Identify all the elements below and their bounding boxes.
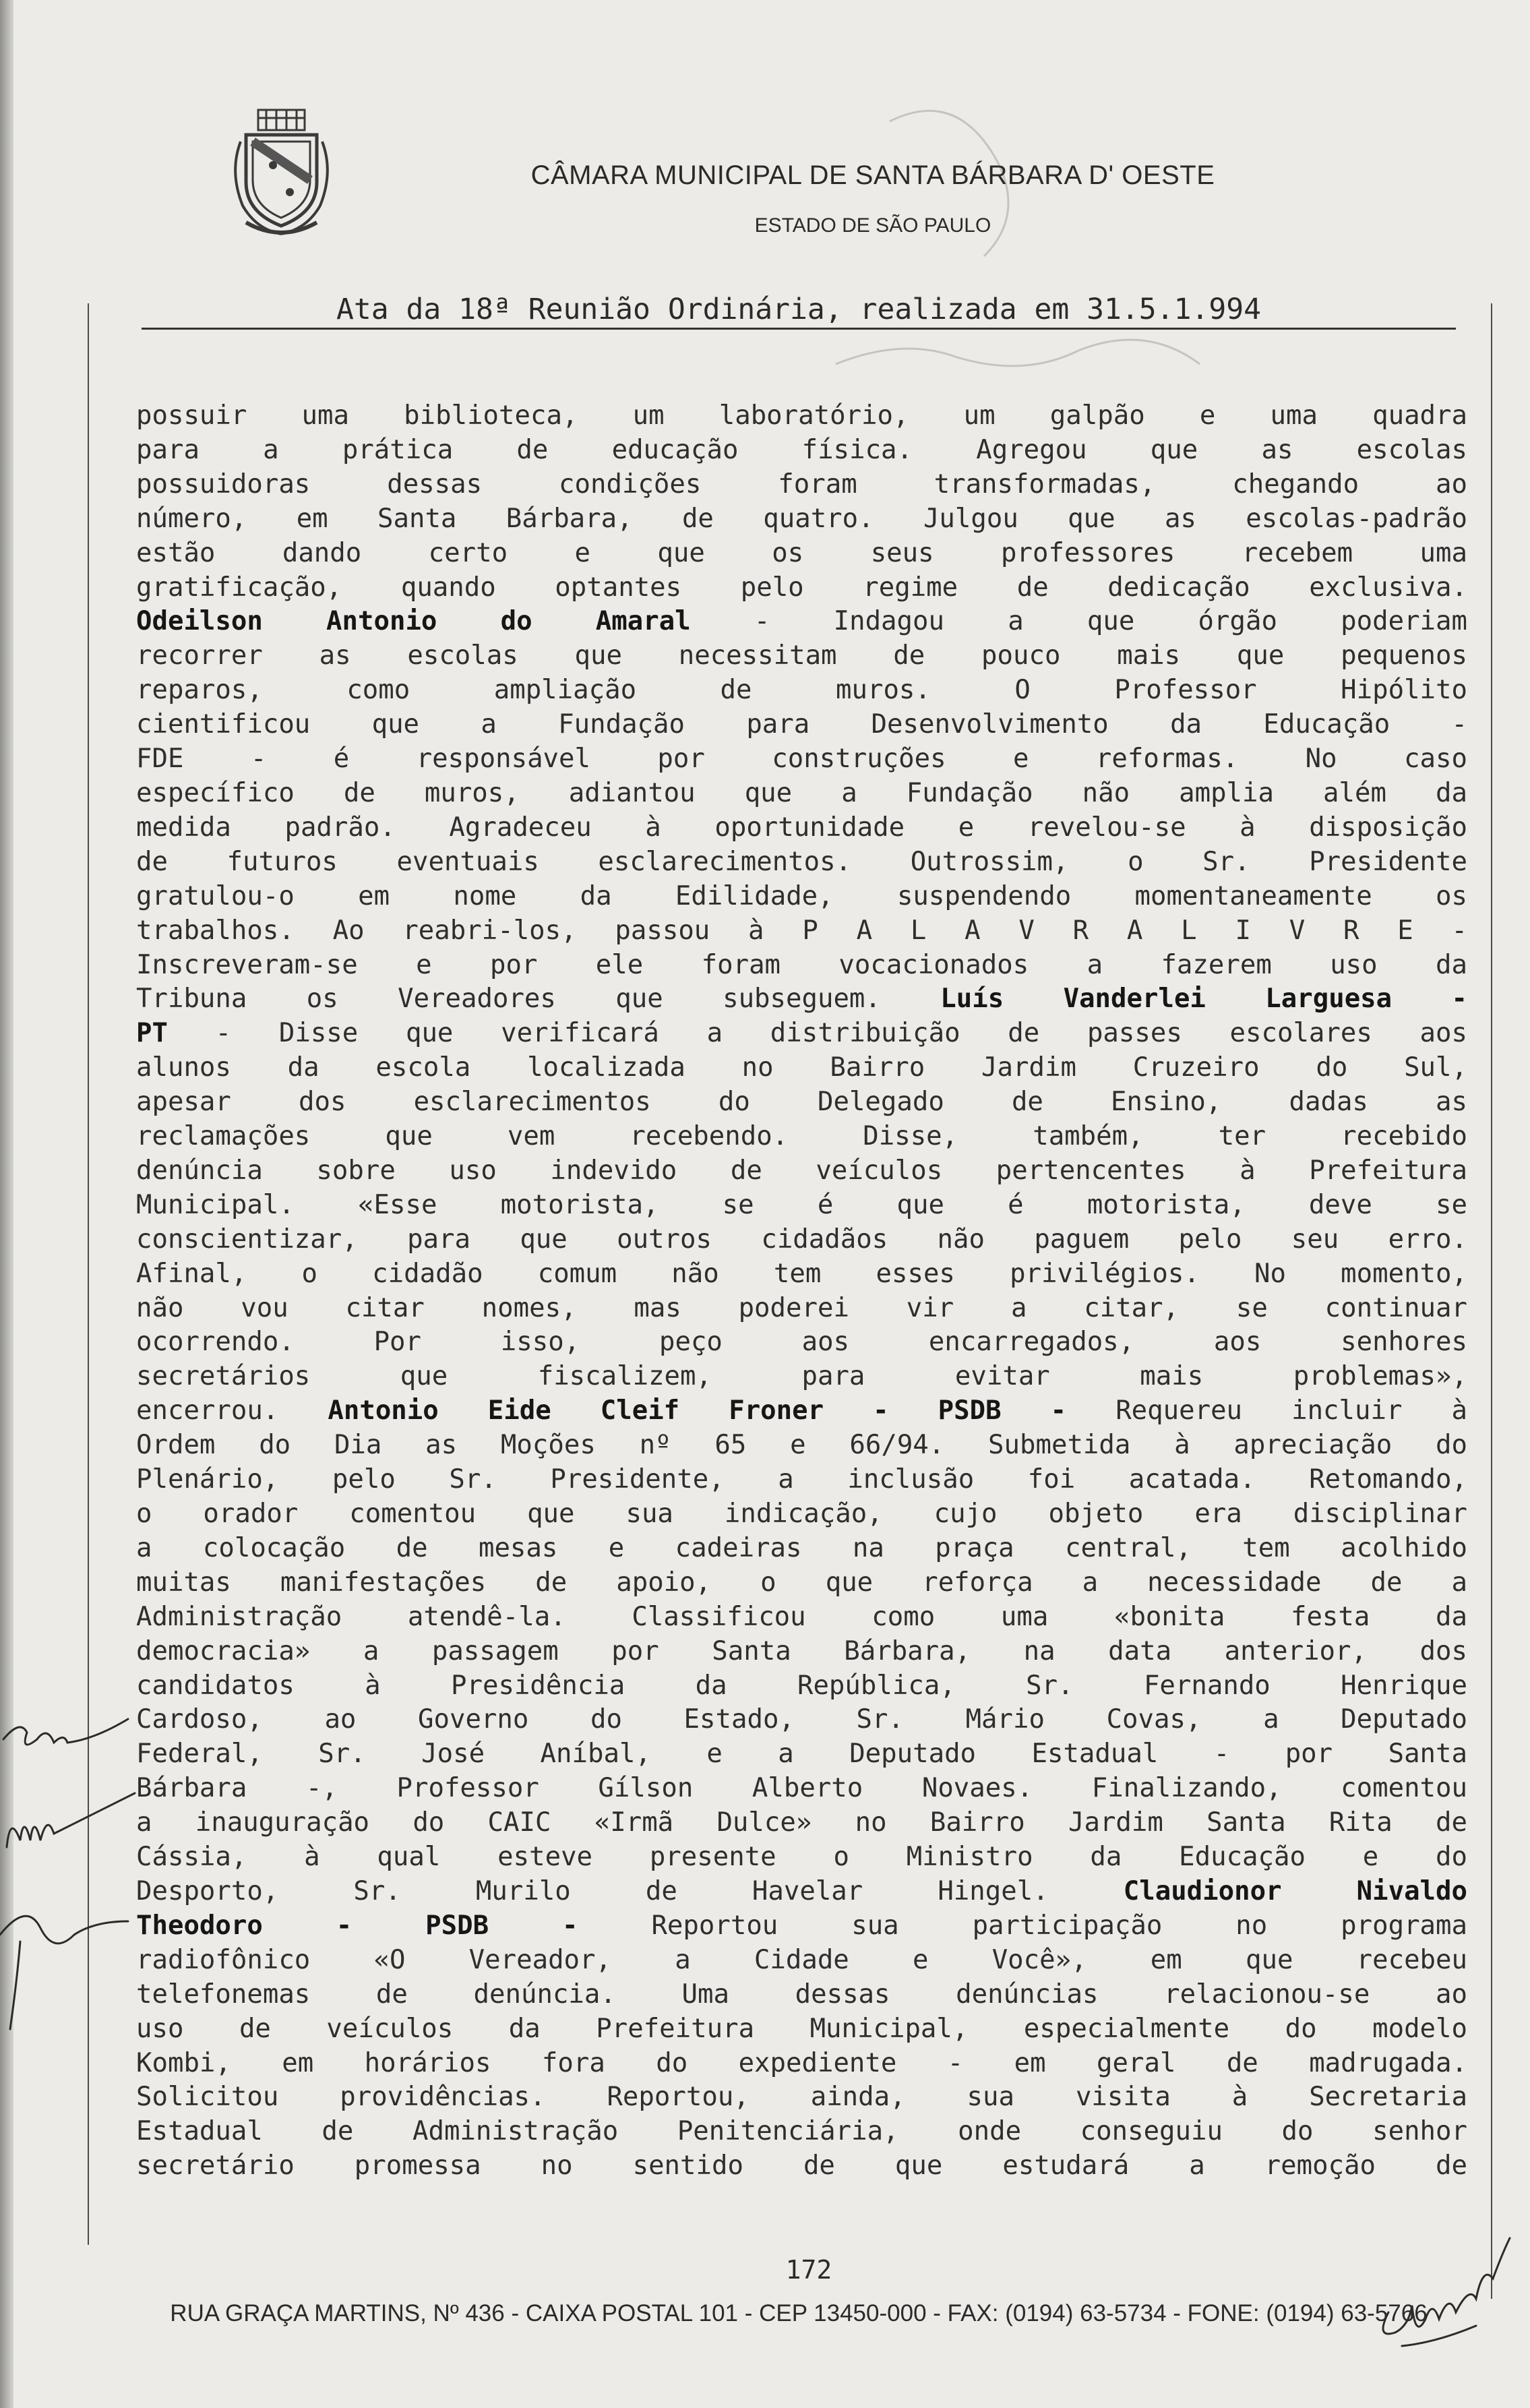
body-line [136, 1600, 1467, 1635]
body-line [136, 1360, 1467, 1394]
page-number: 172 [785, 2255, 832, 2285]
body-text-segment: Solicitou providências. Reportou, ainda, sua visita à Secretaria [136, 2082, 1467, 2113]
body-line [136, 2115, 1467, 2149]
left-margin-line [88, 303, 89, 2245]
body-text-segment: secretário promessa no sentido de que estudará a remoção de [136, 2150, 1467, 2181]
body-line [136, 605, 1467, 639]
body-text-segment: cientificou que a Fundação para Desenvolvimento da Educação - [136, 709, 1467, 740]
body-text-segment: gratificação, quando optantes pelo regime de dedicação exclusiva. [136, 572, 1467, 603]
body-line [136, 949, 1467, 983]
body-text-segment: candidatos à Presidência da República, Sr. Fernando Henrique [136, 1670, 1467, 1701]
body-line [136, 1532, 1467, 1566]
body-line [136, 639, 1467, 673]
body-text-segment: alunos da escola localizada no Bairro Jardim Cruzeiro do Sul, [136, 1052, 1467, 1083]
body-line [136, 399, 1467, 433]
body-text-segment: trabalhos. Ao reabri-los, passou à P A L A V R A L I V R E - [136, 915, 1467, 946]
body-line [136, 1806, 1467, 1840]
scan-edge-shadow [0, 0, 13, 2408]
body-text-segment: uso de veículos da Prefeitura Municipal, especialmente do modelo [136, 2013, 1467, 2044]
body-line [136, 1840, 1467, 1875]
body-line [136, 880, 1467, 914]
body-text-segment: gratulou-o em nome da Edilidade, suspendendo momentaneamente os [136, 880, 1467, 911]
body-line [136, 1394, 1467, 1428]
municipal-crest-icon [226, 104, 337, 239]
body-line [136, 1669, 1467, 1704]
body-text-segment: recorrer as escolas que necessitam de pouco mais que pequenos [136, 640, 1467, 671]
body-line [136, 1566, 1467, 1600]
body-line [136, 1085, 1467, 1120]
body-text-segment: radiofônico «O Vereador, a Cidade e Você», em que recebeu [136, 1944, 1467, 1975]
speaker-name: Claudionor Nivaldo [1123, 1875, 1467, 1906]
handwritten-initials [1375, 2225, 1523, 2359]
body-line [136, 1325, 1467, 1360]
body-line [136, 1737, 1467, 1772]
body-line [136, 982, 1467, 1017]
body-text-segment: Ordem do Dia as Moções nº 65 e 66/94. Submetida à apreciação do [136, 1430, 1467, 1461]
body-text-segment: Bárbara -, Professor Gílson Alberto Novaes. Finalizando, comentou [136, 1773, 1467, 1804]
body-line [136, 1875, 1467, 1909]
body-text-segment: para a prática de educação física. Agregou que as escolas [136, 434, 1467, 465]
body-text-segment: conscientizar, para que outros cidadãos não paguem pelo seu erro. [136, 1224, 1467, 1255]
institution-name: CÂMARA MUNICIPAL DE SANTA BÁRBARA D' OESTE [530, 160, 1215, 190]
speaker-name: Theodoro - PSDB - [136, 1910, 578, 1941]
body-line [136, 1909, 1467, 1944]
right-margin-line [1491, 303, 1492, 2299]
body-text-segment: Kombi, em horários fora do expediente - em geral de madrugada. [136, 2047, 1467, 2078]
body-line [136, 1051, 1467, 1085]
body-line [136, 1772, 1467, 1806]
body-text-segment: Reportou sua participação no programa [578, 1910, 1467, 1941]
body-text-segment: possuidoras dessas condições foram transformadas, chegando ao [136, 469, 1467, 500]
speaker-name: Antonio Eide Cleif Froner - PSDB - [328, 1395, 1067, 1426]
body-text-segment: ocorrendo. Por isso, peço aos encarregados, aos senhores [136, 1327, 1467, 1358]
body-text-segment: - Indagou a que órgão poderiam [690, 606, 1467, 637]
body-line [136, 2047, 1467, 2081]
faint-bleedthrough-signature [822, 81, 1294, 418]
body-line [136, 1703, 1467, 1737]
body-line [136, 2149, 1467, 2184]
body-text-segment: Cássia, à qual esteve presente o Ministro da Educação e do [136, 1842, 1467, 1873]
state-name: ESTADO DE SÃO PAULO [754, 214, 991, 237]
body-text-segment: número, em Santa Bárbara, de quatro. Julgou que as escolas-padrão [136, 503, 1467, 534]
body-text-segment: reparos, como ampliação de muros. O Professor Hipólito [136, 675, 1467, 706]
body-text-segment: Afinal, o cidadão comum não tem esses privilégios. No momento, [136, 1258, 1467, 1289]
body-text-segment: - Disse que verificará a distribuição de passes escolares aos [167, 1018, 1467, 1049]
body-text-segment: encerrou. [136, 1395, 328, 1426]
body-text-segment: a inauguração do CAIC «Irmã Dulce» no Bairro Jardim Santa Rita de [136, 1807, 1467, 1838]
body-line [136, 1120, 1467, 1154]
body-text-segment: reclamações que vem recebendo. Disse, também, ter recebido [136, 1121, 1467, 1152]
body-line [136, 571, 1467, 605]
body-line [136, 1497, 1467, 1532]
body-text-segment: estão dando certo e que os seus professores recebem uma [136, 537, 1467, 568]
body-line [136, 1978, 1467, 2012]
body-line [136, 914, 1467, 949]
footer-address: RUA GRAÇA MARTINS, Nº 436 - CAIXA POSTAL 101 - CEP 13450-000 - FAX: (0194) 63-5734 - FONE: (0194) 63-5766 [170, 2300, 1428, 2326]
speaker-name: PT [136, 1018, 168, 1049]
body-line [136, 1017, 1467, 1051]
body-line [136, 811, 1467, 845]
body-line [136, 1223, 1467, 1257]
body-text-segment: medida padrão. Agradeceu à oportunidade e revelou-se à disposição [136, 812, 1467, 843]
body-line [136, 1428, 1467, 1463]
speaker-name: Odeilson Antonio do Amaral [136, 606, 691, 637]
body-line [136, 1944, 1467, 1978]
body-text-segment: Tribuna os Vereadores que subseguem. [136, 984, 941, 1015]
body-line [136, 2012, 1467, 2047]
body-text-segment: telefonemas de denúncia. Uma dessas denúncias relacionou-se ao [136, 1979, 1467, 2010]
body-text-segment: denúncia sobre uso indevido de veículos pertencentes à Prefeitura [136, 1155, 1467, 1186]
body-line [136, 708, 1467, 742]
body-text-segment: FDE - é responsável por construções e reformas. No caso [136, 744, 1467, 775]
minutes-body [136, 399, 1467, 2184]
body-text-segment: Administração atendê-la. Classificou como uma «bonita festa da [136, 1601, 1467, 1632]
body-line [136, 777, 1467, 811]
body-line [136, 502, 1467, 537]
body-text-segment: Plenário, pelo Sr. Presidente, a inclusão foi acatada. Retomando, [136, 1464, 1467, 1495]
body-line [136, 1463, 1467, 1497]
body-line [136, 845, 1467, 880]
body-text-segment: possuir uma biblioteca, um laboratório, um galpão e uma quadra [136, 400, 1467, 431]
body-line [136, 1292, 1467, 1326]
body-text-segment: o orador comentou que sua indicação, cujo objeto era disciplinar [136, 1499, 1467, 1529]
body-line [136, 2080, 1467, 2115]
body-text-segment: Federal, Sr. José Aníbal, e a Deputado Estadual - por Santa [136, 1739, 1467, 1770]
speaker-name: Luís Vanderlei Larguesa - [940, 984, 1467, 1015]
body-text-segment: Requereu incluir à [1066, 1395, 1467, 1426]
document-title: Ata da 18ª Reunião Ordinária, realizada em 31.5.1.994 [142, 293, 1456, 330]
body-line [136, 673, 1467, 708]
body-line [136, 1635, 1467, 1669]
body-text-segment: muitas manifestações de apoio, o que reforça a necessidade de a [136, 1567, 1467, 1598]
body-line [136, 742, 1467, 777]
body-line [136, 1188, 1467, 1223]
body-line [136, 433, 1467, 468]
body-text-segment: Municipal. «Esse motorista, se é que é motorista, deve se [136, 1189, 1467, 1220]
body-text-segment: democracia» a passagem por Santa Bárbara, na data anterior, dos [136, 1635, 1467, 1666]
body-line [136, 1154, 1467, 1188]
body-text-segment: secretários que fiscalizem, para evitar mais problemas», [136, 1361, 1467, 1392]
body-text-segment: a colocação de mesas e cadeiras na praça central, tem acolhido [136, 1532, 1467, 1563]
body-text-segment: Cardoso, ao Governo do Estado, Sr. Mário Covas, a Deputado [136, 1704, 1467, 1735]
body-text-segment: apesar dos esclarecimentos do Delegado de Ensino, dadas as [136, 1087, 1467, 1118]
body-text-segment: específico de muros, adiantou que a Fundação não amplia além da [136, 777, 1467, 808]
body-text-segment: não vou citar nomes, mas poderei vir a citar, se continuar [136, 1292, 1467, 1323]
body-text-segment: Desporto, Sr. Murilo de Havelar Hingel. [136, 1875, 1124, 1906]
body-line [136, 468, 1467, 502]
body-line [136, 1257, 1467, 1292]
body-text-segment: Inscreveram-se e por ele foram vocacionados a fazerem uso da [136, 949, 1467, 980]
body-text-segment: Estadual de Administração Penitenciária, onde conseguiu do senhor [136, 2116, 1467, 2147]
body-line [136, 537, 1467, 571]
body-text-segment: de futuros eventuais esclarecimentos. Outrossim, o Sr. Presidente [136, 846, 1467, 877]
